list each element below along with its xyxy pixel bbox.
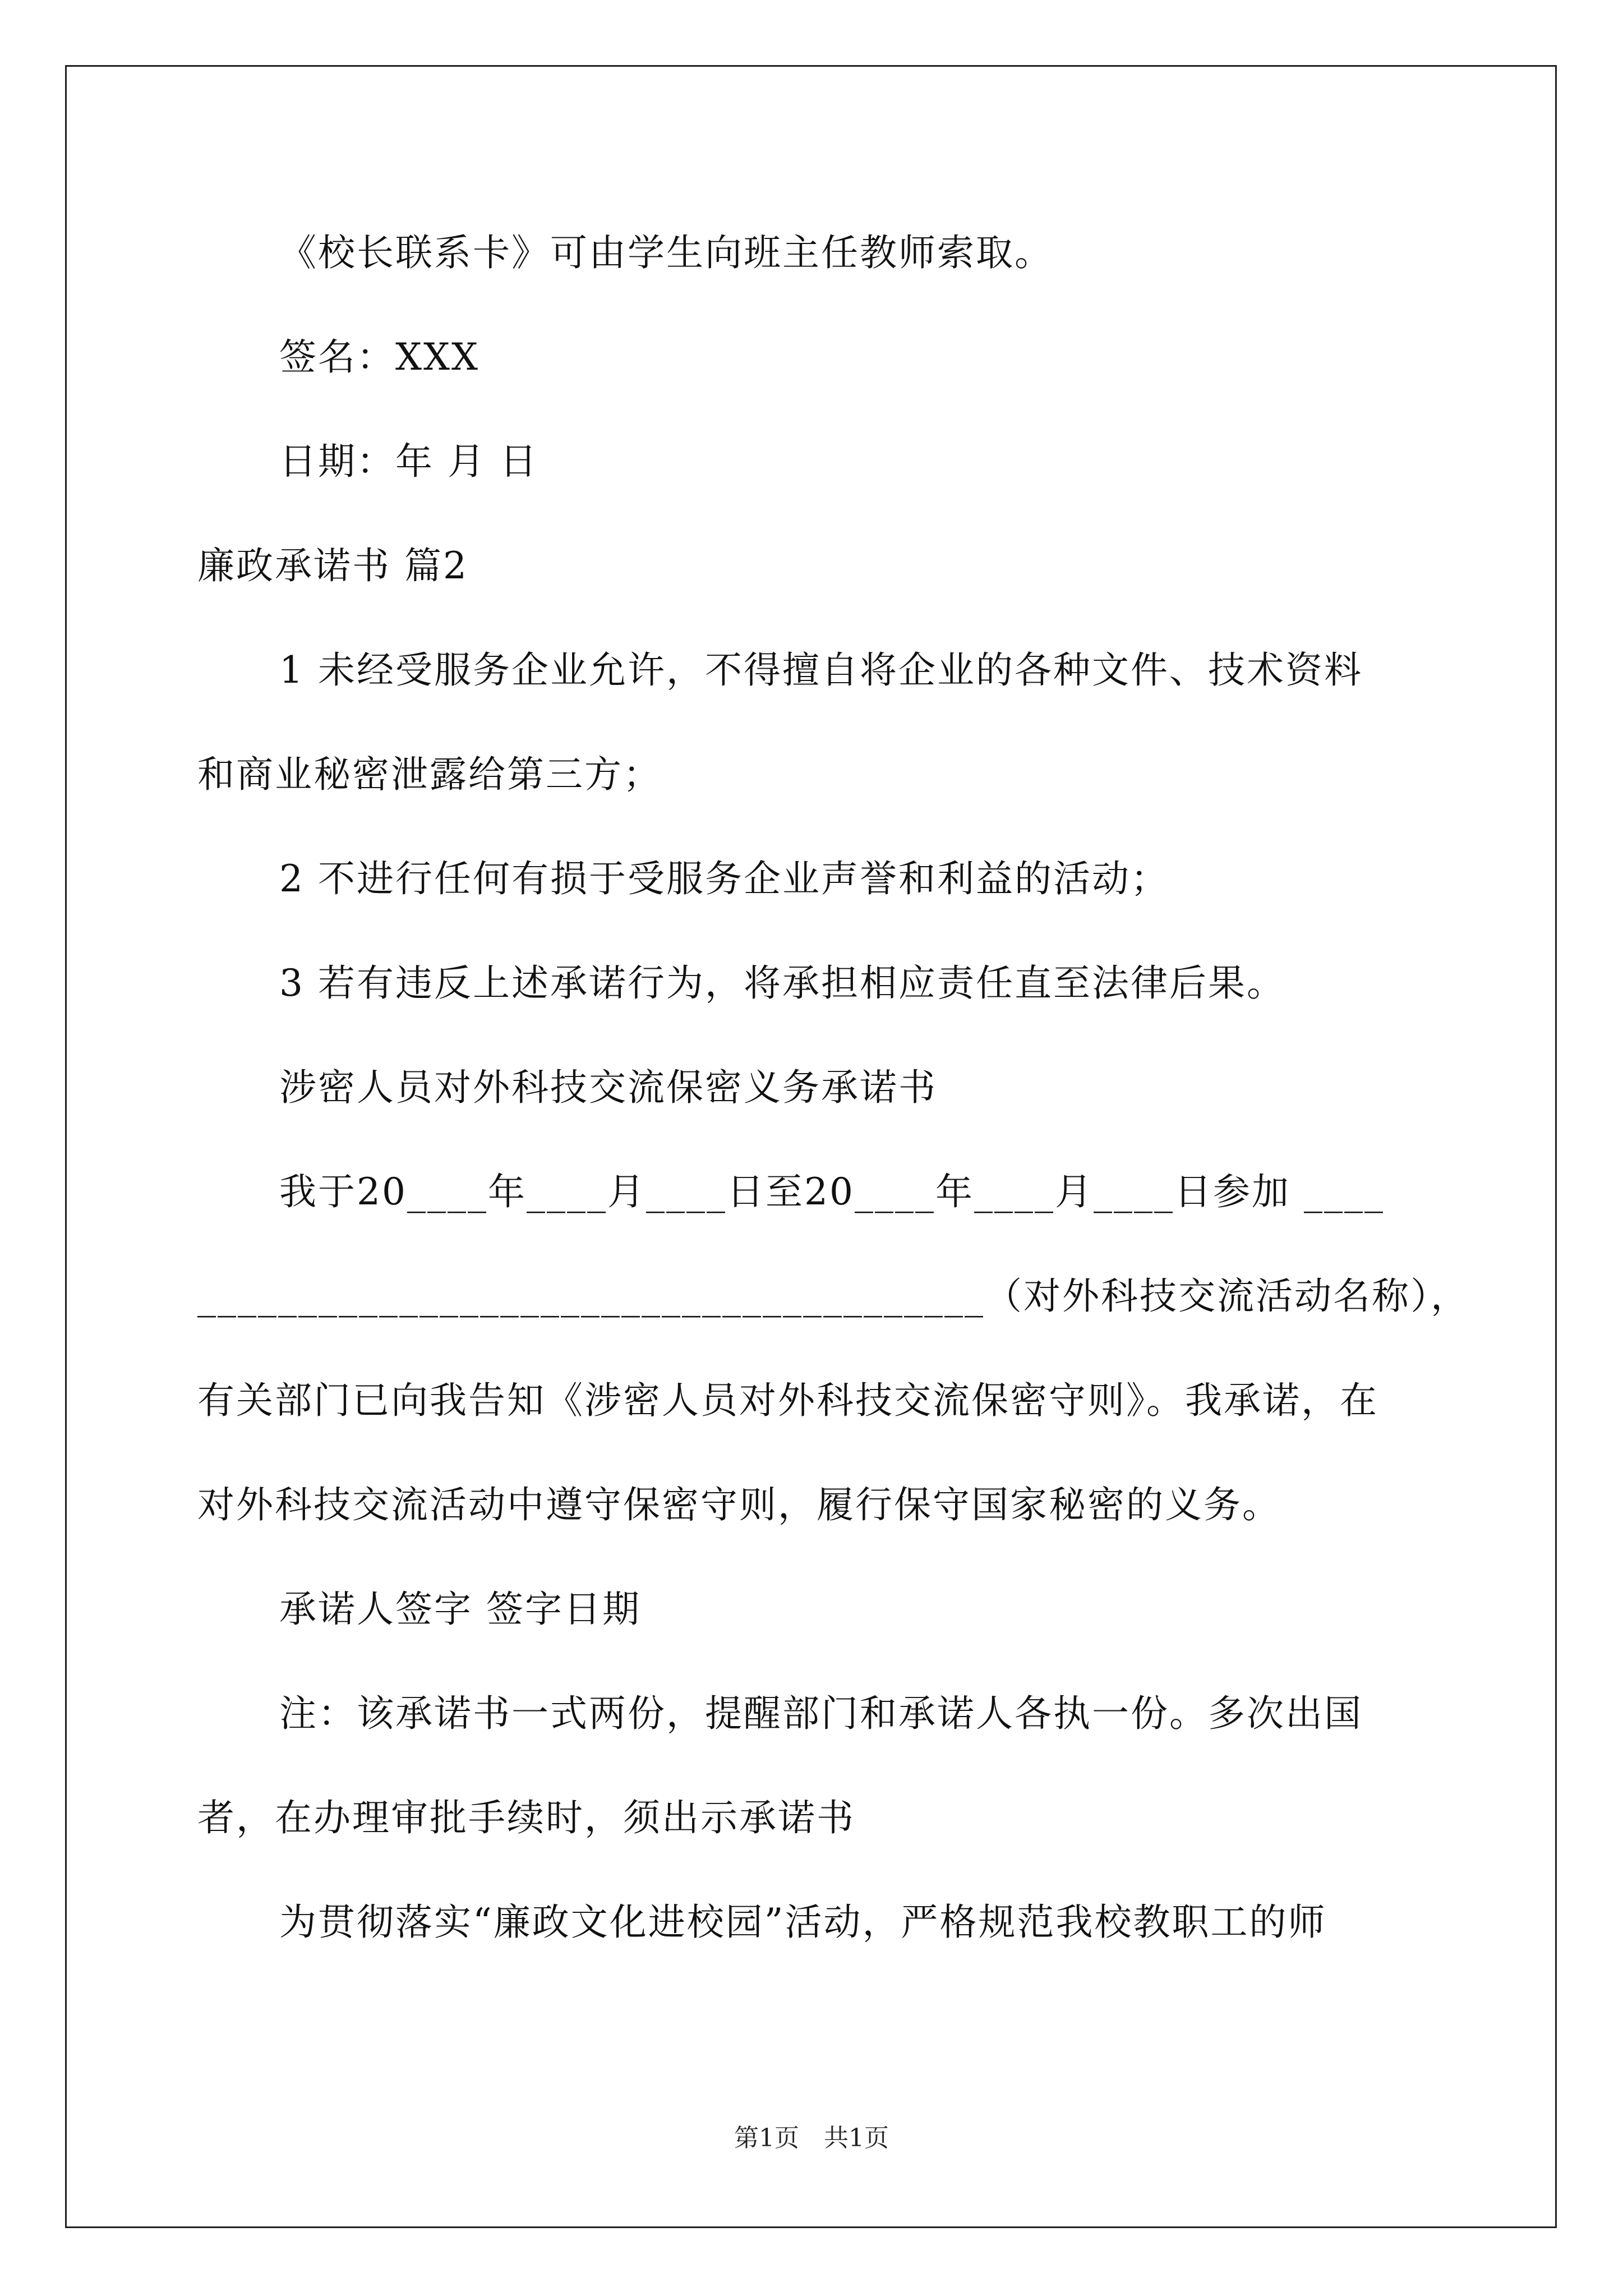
date-line: 日期：年 月 日 — [279, 440, 538, 483]
clause-1-line-2: 和商业秘密泄露给第三方； — [197, 753, 662, 796]
pledge-title: 涉密人员对外科技交流保密义务承诺书 — [279, 1066, 937, 1109]
clause-3: 3 若有违反上述承诺行为，将承担相应责任直至法律后果。 — [279, 961, 1285, 1005]
page-footer: 第1页 共1页 — [734, 2124, 889, 2152]
signature-line: 签名：XXX — [279, 335, 479, 379]
pledge-body-line-1: 有关部门已向我告知《涉密人员对外科技交流保密守则》。我承诺，在 — [197, 1379, 1378, 1422]
clause-2: 2 不进行任何有损于受服务企业声誉和利益的活动； — [279, 857, 1169, 900]
pledge-date-fill-line: 我于20____年____月____日至20____年____月____日参加 ____ — [279, 1170, 1385, 1213]
note-line-2: 者，在办理审批手续时，须出示承诺书 — [197, 1796, 855, 1839]
note-line-1: 注：该承诺书一式两份，提醒部门和承诺人各执一份。多次出国 — [279, 1692, 1363, 1735]
section-heading: 廉政承诺书 篇2 — [197, 544, 468, 587]
signer-line: 承诺人签字 签字日期 — [279, 1588, 641, 1631]
closing-paragraph-line-1: 为贯彻落实“廉政文化进校园”活动，严格规范我校教职工的师 — [279, 1901, 1327, 1944]
clause-1-line-1: 1 未经受服务企业允许，不得擅自将企业的各种文件、技术资料 — [279, 648, 1363, 692]
pledge-body-line-2: 对外科技交流活动中遵守保密守则，履行保守国家秘密的义务。 — [197, 1483, 1281, 1526]
activity-name-fill-line: _______________________________________（对外科技交流活动名称）， — [197, 1274, 1469, 1318]
paragraph-contact-card: 《校长联系卡》可由学生向班主任教师索取。 — [279, 231, 1053, 274]
